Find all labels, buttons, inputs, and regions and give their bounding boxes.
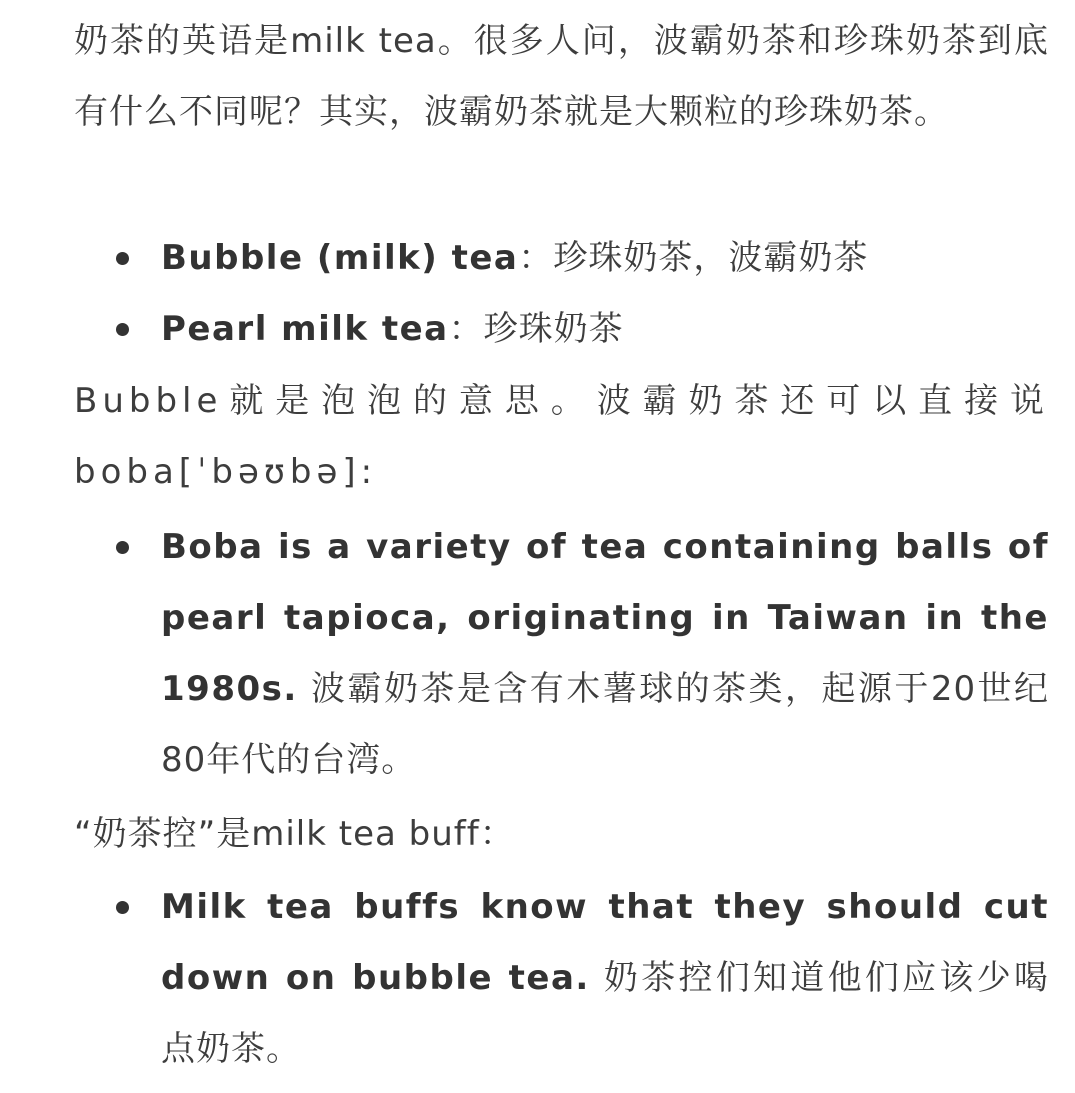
example-chinese: 奶茶控们知道他们应该少喝点奶茶。 <box>161 958 1049 1069</box>
bubble-meaning-paragraph: Bubble就是泡泡的意思。波霸奶茶还可以直接说boba[ˈbəʊbə]: <box>74 381 1049 492</box>
bullet-icon <box>116 252 129 265</box>
bullet-icon <box>116 541 129 554</box>
bullet-icon <box>116 323 129 336</box>
boba-example-list <box>74 512 1049 796</box>
term-chinese: ：珍珠奶茶，波霸奶茶 <box>518 238 869 278</box>
list-item <box>74 872 1049 1085</box>
example-english: Boba is a variety of tea containing balls of pearl tapioca, originating in Taiwan in the 1980s. <box>161 527 1049 709</box>
list-item <box>74 512 1049 796</box>
intro-paragraph: 奶茶的英语是milk tea。很多人问，波霸奶茶和珍珠奶茶到底有什么不同呢？其实，波霸奶茶就是大颗粒的珍珠奶茶。 <box>74 21 1049 132</box>
bubble-tea-term-list <box>74 223 1049 365</box>
list-item <box>74 294 1049 365</box>
term-english: Bubble (milk) tea <box>161 238 519 278</box>
milk-tea-buff-paragraph: “奶茶控”是milk tea buff： <box>74 814 515 854</box>
example-chinese: 波霸奶茶是含有木薯球的茶类，起源于20世纪80年代的台湾。 <box>161 669 1049 780</box>
buff-example-list <box>74 872 1049 1085</box>
example-english: Milk tea buffs know that they should cut down on bubble tea. <box>161 887 1049 998</box>
term-chinese: ：珍珠奶茶 <box>448 309 624 349</box>
list-item <box>74 223 1049 294</box>
term-english: Pearl milk tea <box>161 309 449 349</box>
bullet-icon <box>116 901 129 914</box>
